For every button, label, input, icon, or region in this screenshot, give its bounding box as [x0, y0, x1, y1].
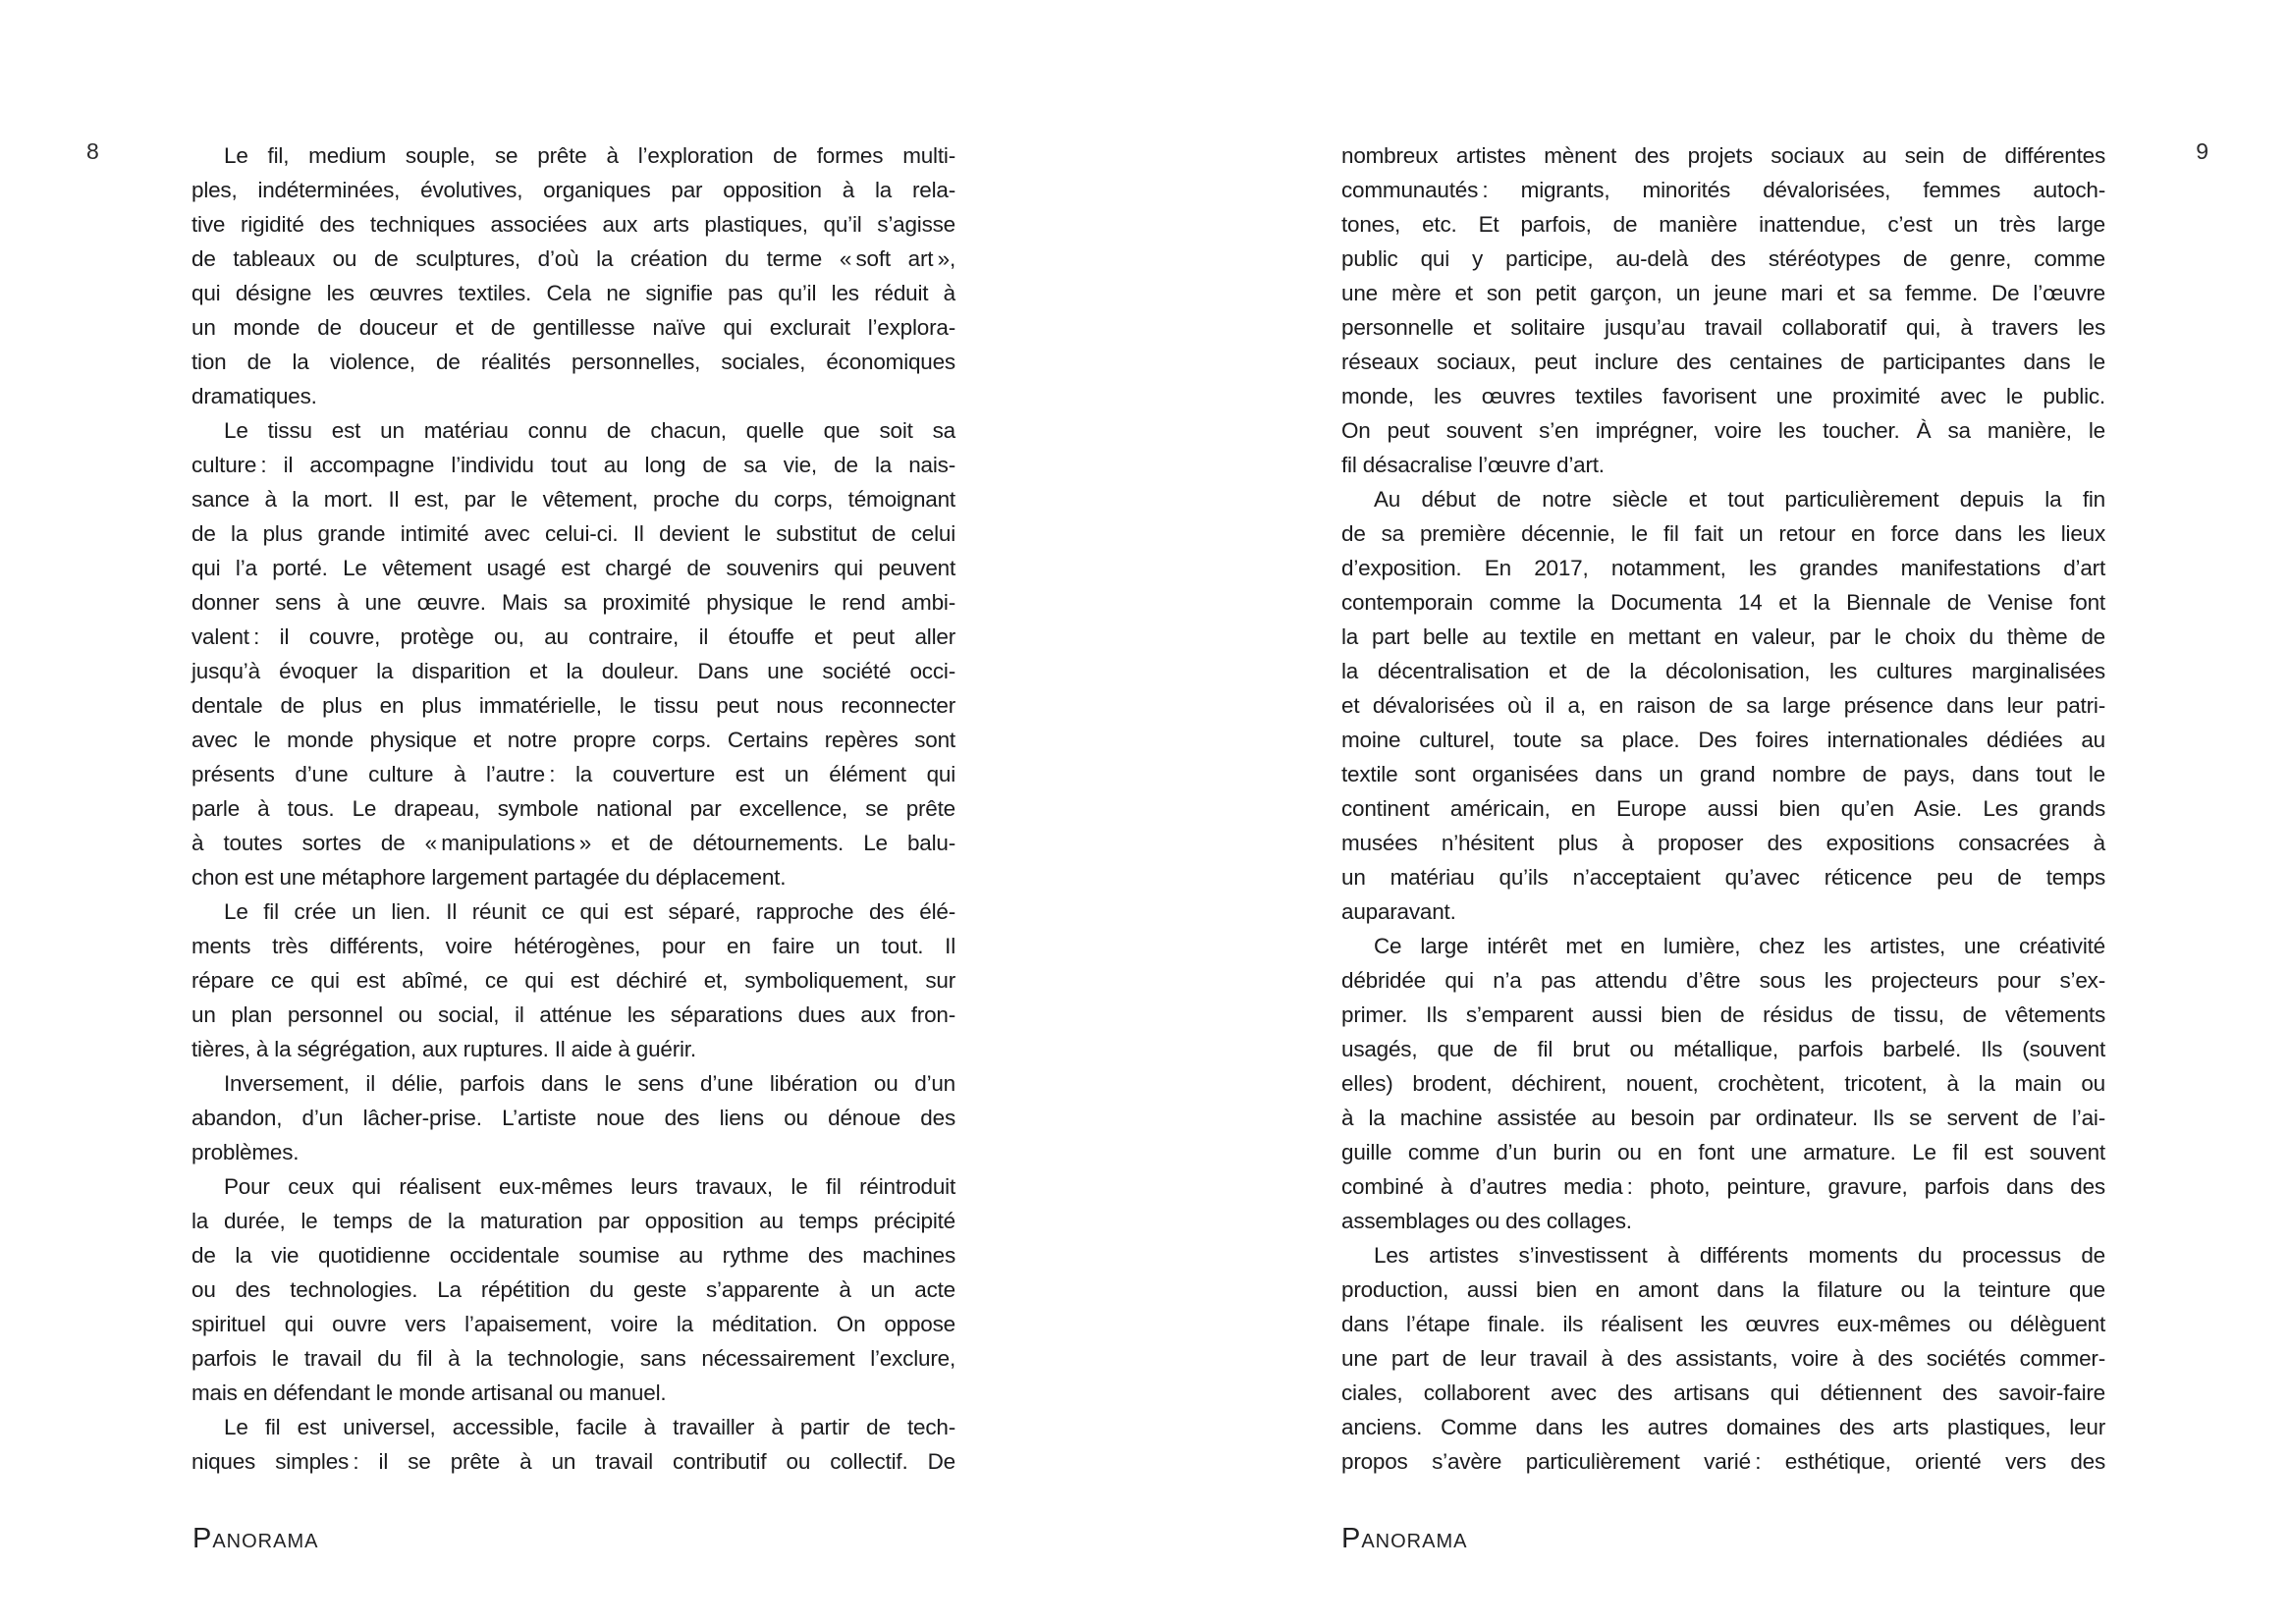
text-line: mais en défendant le monde artisanal ou manuel. — [191, 1380, 667, 1405]
text-line: abandon, d’un lâcher-prise. L’artiste noue des liens ou dénoue des — [191, 1106, 955, 1130]
text-line: continent américain, en Europe aussi bien qu’en Asie. Les grands — [1341, 796, 2105, 821]
text-line: la durée, le temps de la maturation par opposition au temps précipité — [191, 1209, 955, 1233]
text-line: à la machine assistée au besoin par ordinateur. Ils se servent de l’ai- — [1341, 1106, 2105, 1130]
text-line: parfois le travail du fil à la technologie, sans nécessairement l’exclure, — [191, 1346, 955, 1371]
text-line: guille comme d’un burin ou en font une armature. Le fil est souvent — [1341, 1140, 2105, 1164]
text-line: et dévalorisées où il a, en raison de sa large présence dans leur patri- — [1341, 693, 2105, 718]
text-line: de la plus grande intimité avec celui-ci. Il devient le substitut de celui — [191, 521, 955, 546]
paragraph — [1341, 929, 2105, 1238]
text-line: usagés, que de fil brut ou métallique, parfois barbelé. Ils (souvent — [1341, 1037, 2105, 1061]
text-line: problèmes. — [191, 1140, 300, 1164]
text-line: tones, etc. Et parfois, de manière inattendue, c’est un très large — [1341, 212, 2105, 237]
text-line: tion de la violence, de réalités personnelles, sociales, économiques — [191, 350, 955, 374]
text-line: contemporain comme la Documenta 14 et la Biennale de Venise font — [1341, 590, 2105, 615]
paragraph — [1341, 1238, 2105, 1479]
text-line: de sa première décennie, le fil fait un retour en force dans les lieux — [1341, 521, 2105, 546]
text-line: culture : il accompagne l’individu tout au long de sa vie, de la nais- — [191, 453, 955, 477]
page-left-text-column — [191, 138, 955, 1479]
text-line: assemblages ou des collages. — [1341, 1209, 1632, 1233]
text-line: Ce large intérêt met en lumière, chez les artistes, une créativité — [1374, 934, 2105, 958]
paragraph — [191, 1169, 955, 1410]
text-line: dentale de plus en plus immatérielle, le tissu peut nous reconnecter — [191, 693, 955, 718]
text-line: donner sens à une œuvre. Mais sa proximité physique le rend ambi- — [191, 590, 955, 615]
text-line: qui désigne les œuvres textiles. Cela ne signifie pas qu’il les réduit à — [191, 281, 955, 305]
paragraph — [1341, 482, 2105, 929]
text-line: primer. Ils s’emparent aussi bien de résidus de tissu, de vêtements — [1341, 1002, 2105, 1027]
text-line: sance à la mort. Il est, par le vêtement, proche du corps, témoignant — [191, 487, 955, 512]
text-line: avec le monde physique et notre propre corps. Certains repères sont — [191, 728, 955, 752]
text-line: Le fil est universel, accessible, facile à travailler à partir de tech- — [224, 1415, 955, 1439]
text-line: Inversement, il délie, parfois dans le sens d’une libération ou d’un — [224, 1071, 955, 1096]
text-line: textile sont organisées dans un grand nombre de pays, dans tout le — [1341, 762, 2105, 786]
text-line: jusqu’à évoquer la disparition et la douleur. Dans une société occi- — [191, 659, 955, 683]
running-footer-left: Panorama — [192, 1523, 319, 1554]
text-line: à toutes sortes de « manipulations » et de détournements. Le balu- — [191, 831, 955, 855]
paragraph — [191, 894, 955, 1066]
text-line: un matériau qu’ils n’acceptaient qu’avec réticence peu de temps — [1341, 865, 2105, 890]
text-line: réseaux sociaux, peut inclure des centaines de participantes dans le — [1341, 350, 2105, 374]
text-line: d’exposition. En 2017, notamment, les grandes manifestations d’art — [1341, 556, 2105, 580]
text-line: nombreux artistes mènent des projets sociaux au sein de différentes — [1341, 143, 2105, 168]
text-line: ou des technologies. La répétition du geste s’apparente à un acte — [191, 1277, 955, 1302]
text-line: ciales, collaborent avec des artisans qui détiennent des savoir-faire — [1341, 1380, 2105, 1405]
text-line: combiné à d’autres media : photo, peinture, gravure, parfois dans des — [1341, 1174, 2105, 1199]
text-line: dramatiques. — [191, 384, 317, 408]
paragraph — [191, 1410, 955, 1479]
text-line: un plan personnel ou social, il atténue les séparations dues aux fron- — [191, 1002, 955, 1027]
page-right-text-column — [1341, 138, 2105, 1479]
page-number-right: 9 — [2196, 138, 2208, 164]
text-line: une part de leur travail à des assistants, voire à des sociétés commer- — [1341, 1346, 2105, 1371]
text-line: elles) brodent, déchirent, nouent, crochètent, tricotent, à la main ou — [1341, 1071, 2105, 1096]
text-line: la part belle au textile en mettant en valeur, par le choix du thème de — [1341, 624, 2105, 649]
text-line: Le fil crée un lien. Il réunit ce qui est séparé, rapproche des élé- — [224, 899, 955, 924]
text-line: communautés : migrants, minorités dévalorisées, femmes autoch- — [1341, 178, 2105, 202]
text-line: Le fil, medium souple, se prête à l’exploration de formes multi- — [224, 143, 955, 168]
text-line: présents d’une culture à l’autre : la couverture est un élément qui — [191, 762, 955, 786]
text-line: moine culturel, toute sa place. Des foires internationales dédiées au — [1341, 728, 2105, 752]
paragraph — [191, 1066, 955, 1169]
text-line: spirituel qui ouvre vers l’apaisement, voire la méditation. On oppose — [191, 1312, 955, 1336]
text-line: une mère et son petit garçon, un jeune mari et sa femme. De l’œuvre — [1341, 281, 2105, 305]
text-line: chon est une métaphore largement partagée du déplacement. — [191, 865, 787, 890]
text-line: ments très différents, voire hétérogènes, pour en faire un tout. Il — [191, 934, 955, 958]
text-line: fil désacralise l’œuvre d’art. — [1341, 453, 1605, 477]
text-line: production, aussi bien en amont dans la filature ou la teinture que — [1341, 1277, 2105, 1302]
text-line: public qui y participe, au-delà des stéréotypes de genre, comme — [1341, 246, 2105, 271]
text-line: auparavant. — [1341, 899, 1456, 924]
text-line: un monde de douceur et de gentillesse naïve qui exclurait l’explora- — [191, 315, 955, 340]
text-line: valent : il couvre, protège ou, au contraire, il étouffe et peut aller — [191, 624, 955, 649]
text-line: musées n’hésitent plus à proposer des expositions consacrées à — [1341, 831, 2105, 855]
text-line: personnelle et solitaire jusqu’au travail collaboratif qui, à travers les — [1341, 315, 2105, 340]
text-line: anciens. Comme dans les autres domaines des arts plastiques, leur — [1341, 1415, 2105, 1439]
text-line: la décentralisation et de la décolonisation, les cultures marginalisées — [1341, 659, 2105, 683]
text-line: Les artistes s’investissent à différents moments du processus de — [1374, 1243, 2105, 1268]
text-line: tières, à la ségrégation, aux ruptures. Il aide à guérir. — [191, 1037, 696, 1061]
text-line: propos s’avère particulièrement varié : esthétique, orienté vers des — [1341, 1449, 2105, 1474]
text-line: On peut souvent s’en imprégner, voire les toucher. À sa manière, le — [1341, 418, 2105, 443]
text-line: de la vie quotidienne occidentale soumise au rythme des machines — [191, 1243, 955, 1268]
text-line: Le tissu est un matériau connu de chacun, quelle que soit sa — [224, 418, 955, 443]
paragraph — [191, 138, 955, 413]
paragraph — [191, 413, 955, 894]
paragraph — [1341, 138, 2105, 482]
text-line: qui l’a porté. Le vêtement usagé est chargé de souvenirs qui peuvent — [191, 556, 955, 580]
page-number-left: 8 — [86, 138, 99, 164]
text-line: Pour ceux qui réalisent eux-mêmes leurs travaux, le fil réintroduit — [224, 1174, 955, 1199]
text-line: de tableaux ou de sculptures, d’où la création du terme « soft art », — [191, 246, 955, 271]
text-line: débridée qui n’a pas attendu d’être sous les projecteurs pour s’ex- — [1341, 968, 2105, 993]
text-line: tive rigidité des techniques associées aux arts plastiques, qu’il s’agisse — [191, 212, 955, 237]
running-footer-right: Panorama — [1341, 1523, 1468, 1554]
text-line: monde, les œuvres textiles favorisent une proximité avec le public. — [1341, 384, 2105, 408]
text-line: ples, indéterminées, évolutives, organiques par opposition à la rela- — [191, 178, 955, 202]
text-line: répare ce qui est abîmé, ce qui est déchiré et, symboliquement, sur — [191, 968, 955, 993]
text-line: Au début de notre siècle et tout particulièrement depuis la fin — [1374, 487, 2105, 512]
text-line: niques simples : il se prête à un travail contributif ou collectif. De — [191, 1449, 955, 1474]
text-line: parle à tous. Le drapeau, symbole national par excellence, se prête — [191, 796, 955, 821]
text-line: dans l’étape finale. ils réalisent les œuvres eux-mêmes ou délèguent — [1341, 1312, 2105, 1336]
